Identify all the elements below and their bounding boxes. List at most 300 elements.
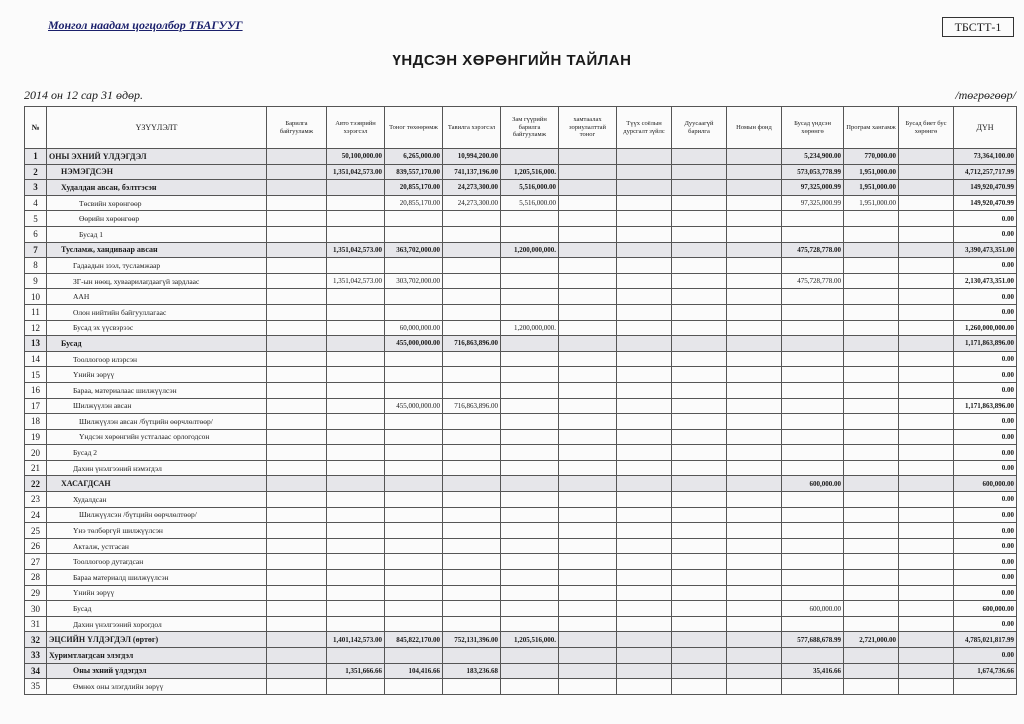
value-cell [617, 632, 672, 648]
value-cell [782, 554, 844, 570]
row-number: 18 [25, 414, 47, 430]
value-cell [782, 398, 844, 414]
value-cell [559, 336, 617, 352]
row-total-cell: 0.00 [954, 367, 1017, 383]
value-cell [327, 585, 385, 601]
value-cell [899, 242, 954, 258]
row-label: Төсвийн хөрөнгөөр [47, 195, 267, 211]
value-cell [501, 476, 559, 492]
row-total-cell: 4,785,021,817.99 [954, 632, 1017, 648]
row-total-cell: 0.00 [954, 570, 1017, 586]
value-cell [385, 211, 443, 227]
value-cell [501, 414, 559, 430]
value-cell [617, 164, 672, 180]
column-header-total: ДҮН [954, 107, 1017, 149]
value-cell [267, 336, 327, 352]
value-cell [899, 367, 954, 383]
value-cell [672, 304, 727, 320]
value-cell [559, 211, 617, 227]
row-total-cell: 0.00 [954, 648, 1017, 664]
report-date: 2014 он 12 сар 31 өдөр. [24, 88, 144, 102]
table-row [25, 273, 1017, 289]
value-cell [385, 258, 443, 274]
value-cell [559, 648, 617, 664]
value-cell: 839,557,170.00 [385, 164, 443, 180]
value-cell [267, 429, 327, 445]
row-total-cell: 0.00 [954, 538, 1017, 554]
row-total-cell: 0.00 [954, 211, 1017, 227]
value-cell [727, 195, 782, 211]
row-total-cell: 1,171,863,896.00 [954, 398, 1017, 414]
value-cell [327, 320, 385, 336]
row-number: 5 [25, 211, 47, 227]
row-number: 17 [25, 398, 47, 414]
row-label: ОНЫ ЭХНИЙ ҮЛДЭГДЭЛ [47, 149, 267, 165]
value-cell [559, 273, 617, 289]
table-row [25, 258, 1017, 274]
row-number: 16 [25, 382, 47, 398]
value-cell [617, 149, 672, 165]
row-total-cell: 0.00 [954, 523, 1017, 539]
value-cell [899, 164, 954, 180]
value-cell: 50,100,000.00 [327, 149, 385, 165]
value-cell: 845,822,170.00 [385, 632, 443, 648]
value-cell [327, 226, 385, 242]
value-cell: 1,351,042,573.00 [327, 273, 385, 289]
value-cell [617, 679, 672, 695]
value-cell [672, 616, 727, 632]
row-label: Үнийн зөрүү [47, 585, 267, 601]
value-cell: 716,863,896.00 [443, 336, 501, 352]
value-cell [844, 476, 899, 492]
value-cell [617, 601, 672, 617]
value-cell [327, 538, 385, 554]
value-cell [385, 304, 443, 320]
row-label: Бусад [47, 601, 267, 617]
table-row [25, 648, 1017, 664]
value-cell [443, 445, 501, 461]
value-cell [559, 429, 617, 445]
value-cell: 1,401,142,573.00 [327, 632, 385, 648]
value-cell [727, 414, 782, 430]
value-cell [899, 382, 954, 398]
value-cell [727, 242, 782, 258]
value-cell [385, 523, 443, 539]
value-cell [782, 507, 844, 523]
value-cell [844, 336, 899, 352]
value-cell [559, 507, 617, 523]
value-cell: 20,855,170.00 [385, 195, 443, 211]
value-cell [844, 367, 899, 383]
value-cell [727, 398, 782, 414]
value-cell [267, 367, 327, 383]
table-row [25, 149, 1017, 165]
row-total-cell: 600,000.00 [954, 601, 1017, 617]
value-cell: 741,137,196.00 [443, 164, 501, 180]
value-cell [727, 460, 782, 476]
value-cell [501, 601, 559, 617]
value-cell [899, 351, 954, 367]
table-row [25, 336, 1017, 352]
value-cell [327, 367, 385, 383]
value-cell [782, 258, 844, 274]
row-number: 27 [25, 554, 47, 570]
value-cell [727, 211, 782, 227]
value-cell [899, 570, 954, 586]
value-cell [844, 382, 899, 398]
value-cell [672, 289, 727, 305]
value-cell [385, 616, 443, 632]
value-cell [782, 492, 844, 508]
row-total-cell: 0.00 [954, 304, 1017, 320]
value-cell [672, 336, 727, 352]
value-cell: 303,702,000.00 [385, 273, 443, 289]
row-label: Үнэ төлбөргүй шилжүүлсэн [47, 523, 267, 539]
value-cell: 104,416.66 [385, 663, 443, 679]
currency-unit: /төгрөгөөр/ [955, 88, 1016, 102]
value-cell [267, 414, 327, 430]
value-cell [443, 679, 501, 695]
value-cell [899, 679, 954, 695]
value-cell [501, 351, 559, 367]
value-cell [899, 507, 954, 523]
value-cell [267, 476, 327, 492]
row-total-cell: 0.00 [954, 616, 1017, 632]
row-label: Гадаадын зээл, тусламжаар [47, 258, 267, 274]
table-row [25, 476, 1017, 492]
value-cell [559, 476, 617, 492]
row-label: Өмнөх оны элэгдлийн зөрүү [47, 679, 267, 695]
value-cell [844, 258, 899, 274]
value-cell [727, 507, 782, 523]
value-cell [844, 679, 899, 695]
value-cell [617, 398, 672, 414]
row-number: 15 [25, 367, 47, 383]
value-cell [727, 570, 782, 586]
value-cell [727, 289, 782, 305]
row-total-cell: 149,920,470.99 [954, 195, 1017, 211]
value-cell [327, 195, 385, 211]
value-cell [443, 351, 501, 367]
row-label: ЗГ-ын нөөц, хуваарилагдаагүй зардлаас [47, 273, 267, 289]
value-cell [617, 226, 672, 242]
value-cell: 60,000,000.00 [385, 320, 443, 336]
value-cell [782, 570, 844, 586]
value-cell [267, 460, 327, 476]
value-cell [782, 304, 844, 320]
value-cell [559, 180, 617, 196]
value-cell [899, 601, 954, 617]
value-cell [443, 367, 501, 383]
row-number: 35 [25, 679, 47, 695]
value-cell [617, 180, 672, 196]
column-header-no: № [25, 107, 47, 149]
value-cell [501, 304, 559, 320]
value-cell [443, 492, 501, 508]
value-cell [617, 211, 672, 227]
value-cell [672, 149, 727, 165]
row-label: НЭМЭГДСЭН [47, 164, 267, 180]
value-cell [727, 632, 782, 648]
value-cell [443, 211, 501, 227]
value-cell [385, 507, 443, 523]
value-cell: 2,721,000.00 [844, 632, 899, 648]
value-cell [672, 258, 727, 274]
value-cell [617, 445, 672, 461]
value-cell [443, 289, 501, 305]
row-total-cell: 0.00 [954, 492, 1017, 508]
table-row [25, 585, 1017, 601]
value-cell [501, 492, 559, 508]
value-cell [844, 570, 899, 586]
value-cell [672, 164, 727, 180]
value-cell [782, 414, 844, 430]
value-cell [727, 538, 782, 554]
value-cell [899, 445, 954, 461]
table-row [25, 414, 1017, 430]
value-cell [385, 585, 443, 601]
value-cell [727, 320, 782, 336]
value-cell [844, 601, 899, 617]
value-cell [443, 429, 501, 445]
value-cell [844, 616, 899, 632]
value-cell [844, 351, 899, 367]
value-cell [844, 211, 899, 227]
row-number: 24 [25, 507, 47, 523]
value-cell [844, 492, 899, 508]
value-cell [899, 663, 954, 679]
value-cell: 20,855,170.00 [385, 180, 443, 196]
value-cell [385, 414, 443, 430]
value-cell [672, 679, 727, 695]
value-cell [559, 195, 617, 211]
value-cell [782, 585, 844, 601]
value-cell [559, 616, 617, 632]
value-cell: 1,351,042,573.00 [327, 242, 385, 258]
value-cell [782, 320, 844, 336]
row-label: Үндсэн хөрөнгийн устгалаас орлогодсон [47, 429, 267, 445]
row-label: Бусад 1 [47, 226, 267, 242]
row-number: 10 [25, 289, 47, 305]
table-row [25, 398, 1017, 414]
value-cell [501, 273, 559, 289]
value-cell [385, 648, 443, 664]
value-cell [727, 351, 782, 367]
value-cell [727, 336, 782, 352]
value-cell [672, 273, 727, 289]
value-cell: 24,273,300.00 [443, 180, 501, 196]
value-cell [267, 289, 327, 305]
value-cell: 363,702,000.00 [385, 242, 443, 258]
value-cell [501, 679, 559, 695]
value-cell [899, 585, 954, 601]
value-cell [672, 429, 727, 445]
table-row [25, 164, 1017, 180]
value-cell [327, 180, 385, 196]
value-cell [385, 554, 443, 570]
row-label: Хуримтлагдсан элэгдэл [47, 648, 267, 664]
table-row [25, 679, 1017, 695]
column-header-book-fund: Номын фонд [727, 107, 782, 149]
row-label: Дахин үнэлгээний нэмэгдэл [47, 460, 267, 476]
row-label: Худалдан авсан, бэлтгэсэн [47, 180, 267, 196]
value-cell [501, 445, 559, 461]
table-row [25, 632, 1017, 648]
value-cell [327, 648, 385, 664]
value-cell [617, 523, 672, 539]
row-number: 29 [25, 585, 47, 601]
row-label: Тусламж, хандиваар авсан [47, 242, 267, 258]
value-cell [782, 226, 844, 242]
value-cell [559, 445, 617, 461]
row-total-cell: 1,171,863,896.00 [954, 336, 1017, 352]
row-total-cell: 600,000.00 [954, 476, 1017, 492]
value-cell [899, 414, 954, 430]
value-cell: 97,325,000.99 [782, 195, 844, 211]
asset-report-table [24, 106, 1017, 695]
value-cell [501, 398, 559, 414]
value-cell [385, 382, 443, 398]
form-code-box: ТБСТТ-1 [942, 17, 1014, 37]
value-cell [327, 523, 385, 539]
value-cell: 1,951,000.00 [844, 195, 899, 211]
value-cell [559, 679, 617, 695]
value-cell [844, 460, 899, 476]
value-cell [617, 242, 672, 258]
value-cell: 97,325,000.99 [782, 180, 844, 196]
value-cell [844, 414, 899, 430]
row-number: 8 [25, 258, 47, 274]
table-row [25, 554, 1017, 570]
value-cell [443, 273, 501, 289]
value-cell [844, 648, 899, 664]
table-row [25, 351, 1017, 367]
value-cell [899, 289, 954, 305]
value-cell [559, 289, 617, 305]
value-cell [267, 663, 327, 679]
value-cell [559, 554, 617, 570]
value-cell [672, 414, 727, 430]
column-header-other-fixed-assets: Бусад үндсэн хөрөнгө [782, 107, 844, 149]
column-header-roads-bridges: Зам гүүрийн барилга байгууламж [501, 107, 559, 149]
value-cell [844, 523, 899, 539]
value-cell [267, 273, 327, 289]
value-cell [672, 398, 727, 414]
value-cell [267, 164, 327, 180]
value-cell [267, 320, 327, 336]
row-total-cell: 0.00 [954, 585, 1017, 601]
value-cell [267, 149, 327, 165]
value-cell [443, 382, 501, 398]
value-cell [672, 601, 727, 617]
value-cell: 1,205,516,000. [501, 632, 559, 648]
value-cell [899, 336, 954, 352]
value-cell [899, 304, 954, 320]
value-cell [559, 398, 617, 414]
value-cell [727, 367, 782, 383]
table-row [25, 367, 1017, 383]
value-cell [727, 492, 782, 508]
row-number: 19 [25, 429, 47, 445]
value-cell [327, 258, 385, 274]
value-cell [672, 648, 727, 664]
value-cell [844, 398, 899, 414]
value-cell [899, 492, 954, 508]
value-cell [501, 460, 559, 476]
row-number: 12 [25, 320, 47, 336]
value-cell [267, 648, 327, 664]
row-number: 32 [25, 632, 47, 648]
value-cell [443, 507, 501, 523]
column-header-equipment: Тоног төхөөрөмж [385, 107, 443, 149]
value-cell: 455,000,000.00 [385, 336, 443, 352]
value-cell [443, 648, 501, 664]
value-cell [672, 632, 727, 648]
value-cell [385, 492, 443, 508]
value-cell [899, 258, 954, 274]
value-cell [617, 336, 672, 352]
table-row [25, 570, 1017, 586]
value-cell [501, 585, 559, 601]
value-cell: 752,131,396.00 [443, 632, 501, 648]
value-cell [782, 382, 844, 398]
row-total-cell: 0.00 [954, 382, 1017, 398]
value-cell: 183,236.68 [443, 663, 501, 679]
value-cell [559, 242, 617, 258]
row-number: 25 [25, 523, 47, 539]
value-cell [443, 226, 501, 242]
value-cell [327, 460, 385, 476]
value-cell [617, 554, 672, 570]
value-cell [782, 336, 844, 352]
value-cell [617, 289, 672, 305]
value-cell [267, 523, 327, 539]
row-number: 34 [25, 663, 47, 679]
value-cell [844, 585, 899, 601]
value-cell [782, 679, 844, 695]
row-label: Бусад [47, 336, 267, 352]
value-cell [844, 554, 899, 570]
value-cell [844, 289, 899, 305]
value-cell [559, 663, 617, 679]
value-cell [327, 554, 385, 570]
row-total-cell: 3,390,473,351.00 [954, 242, 1017, 258]
row-number: 23 [25, 492, 47, 508]
value-cell [672, 476, 727, 492]
value-cell [844, 538, 899, 554]
value-cell: 10,994,200.00 [443, 149, 501, 165]
value-cell [443, 538, 501, 554]
value-cell [559, 585, 617, 601]
row-label: Өөрийн хөрөнгөөр [47, 211, 267, 227]
value-cell [672, 538, 727, 554]
table-row [25, 320, 1017, 336]
value-cell [385, 460, 443, 476]
column-header-software: Програм хангамж [844, 107, 899, 149]
row-label: Тооллогоор дутагдсан [47, 554, 267, 570]
value-cell [501, 149, 559, 165]
row-total-cell: 4,712,257,717.99 [954, 164, 1017, 180]
value-cell [327, 570, 385, 586]
row-total-cell: 1,260,000,000.00 [954, 320, 1017, 336]
value-cell: 1,951,000.00 [844, 180, 899, 196]
value-cell [617, 616, 672, 632]
value-cell [727, 554, 782, 570]
value-cell [327, 601, 385, 617]
value-cell [443, 601, 501, 617]
value-cell [443, 460, 501, 476]
row-label: Шилжүүлэн авсан /бүтцийн өөрчлөлтөөр/ [47, 414, 267, 430]
